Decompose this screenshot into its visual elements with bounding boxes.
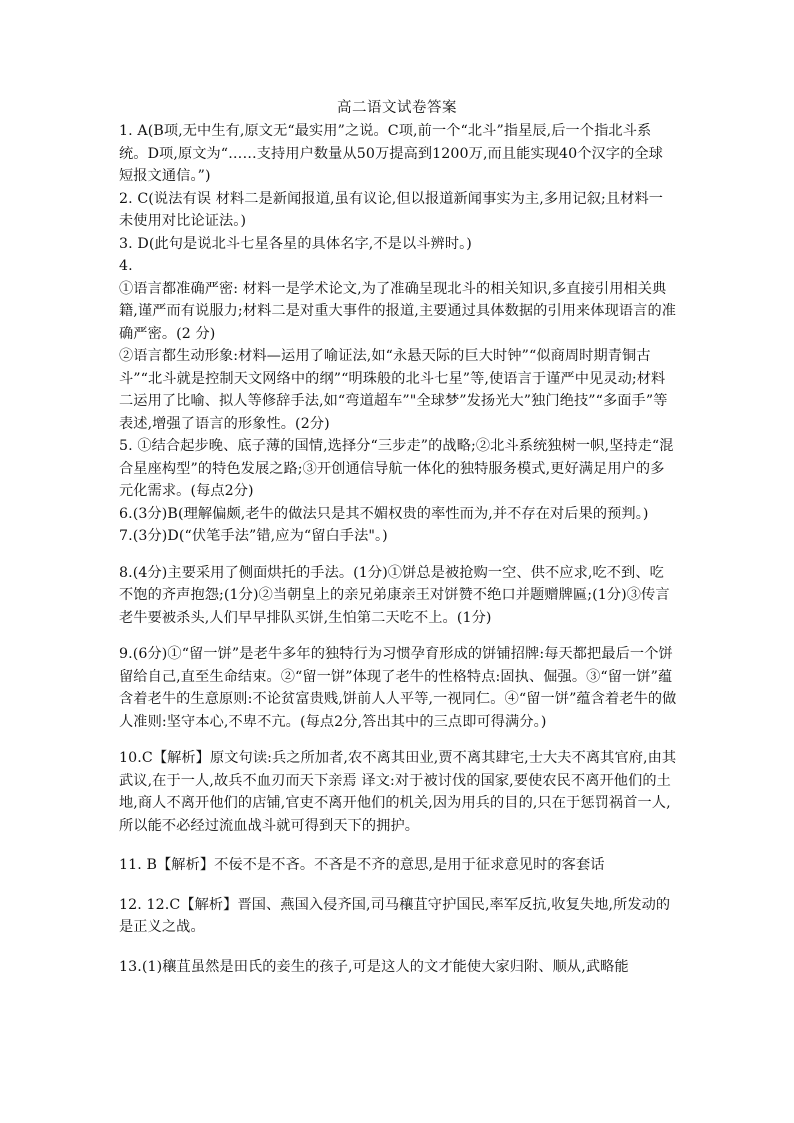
- page-title: 高二语文试卷答案: [337, 100, 457, 116]
- answer-4-point-2: ②语言都生动形象:材料—运用了喻证法,如“永悬天际的巨大时钟”“似商周时期青铜古斗”“北斗就是控制天文网络中的纲”“明珠般的北斗七星”等,使语言于谨严中见灵动;材料二运用了比喻、拟人等修辞手法,如“弯道超车”"全球梦”发扬光大”独门绝技”“多面手”等表述,增强了语言的形象性。(2分): [119, 348, 668, 432]
- answer-content: [119, 120, 677, 978]
- answer-11: 11. B【解析】不佞不是不吝。不吝是不齐的意思,是用于征求意见时的客套话: [119, 857, 605, 873]
- answer-8: 8.(4分)主要采用了侧面烘托的手法。(1分)①饼总是被抢购一空、供不应求,吃不到、吃不饱的齐声抱怨;(1分)②当朝皇上的亲兄弟康亲王对饼赞不绝口并题赠牌匾;(1分)③传言老牛要被杀头,人们早早排队买饼,生怕第二天吃不上。(1分): [119, 564, 670, 626]
- answer-9: 9.(6分)①“留一饼”是老牛多年的独特行为习惯孕育形成的饼铺招牌:每天都把最后一个饼留给自己,直至生命结束。②“留一饼”体现了老牛的性格特点:固执、倔强。③“留一饼”蕴含着老牛的生意原则:不论贫富贵贱,饼前人人平等,一视同仁。④“留一饼”蕴含着老牛的做人准则:坚守本心,不卑不亢。(每点2分,答出其中的三点即可得满分。): [119, 646, 677, 730]
- answer-2: 2. C(说法有误 材料二是新闻报道,虽有议论,但以报道新闻事实为主,多用记叙;且材料一未使用对比论证法。): [119, 190, 664, 229]
- answer-10: 10.C【解析】原文句读:兵之所加者,农不离其田业,贾不离其肆宅,士大夫不离其官府,由其武议,在于一人,故兵不血刃而天下亲焉 译文:对于被讨伐的国家,要使农民不离开他们的土地,商人不离开他们的店铺,官吏不离开他们的机关,因为用兵的目的,只在于惩罚祸首一人,所以能不必经过流血战斗就可得到天下的拥护。: [119, 750, 677, 834]
- answer-4-point-1: ①语言都准确严密: 材料一是学术论文,为了准确呈现北斗的相关知识,多直接引用相关典籍,谨严而有说服力;材料二是对重大事件的报道,主要通过具体数据的引用来体现语言的准确严密。(2 分): [119, 280, 677, 342]
- answer-5: 5. ①结合起步晚、底子薄的国情,选择分“三步走”的战略;②北斗系统独树一帜,坚持走“混合星座构型”的特色发展之路;③开创通信导航一体化的独特服务模式,更好满足用户的多元化需求。(每点2分): [119, 438, 674, 499]
- answer-7: 7.(3分)D(“伏笔手法”错,应为“留白手法"。): [119, 528, 388, 544]
- answer-1: 1. A(B项,无中生有,原文无“最实用”之说。C项,前一个“北斗”指星辰,后一个指北斗系统。D项,原文为“……支持用户数量从50万提高到1200万,而且能实现40个汉字的全球短报文通信。”): [119, 123, 663, 184]
- answer-4-heading: 4.: [119, 258, 133, 274]
- answer-3: 3. D(此句是说北斗七星各星的具体名字,不是以斗辨时。): [119, 235, 472, 252]
- answer-13: 13.(1)穰苴虽然是田氏的妾生的孩子,可是这人的文才能使大家归附、顺从,武略能: [119, 958, 629, 975]
- answer-12: 12. 12.C【解析】晋国、燕国入侵齐国,司马穰苴守护国民,率军反抗,收复失地,所发动的是正义之战。: [119, 896, 671, 935]
- answer-6: 6.(3分)B(理解偏颇,老牛的做法只是其不媚权贵的率性而为,并不存在对后果的预判。): [119, 505, 649, 522]
